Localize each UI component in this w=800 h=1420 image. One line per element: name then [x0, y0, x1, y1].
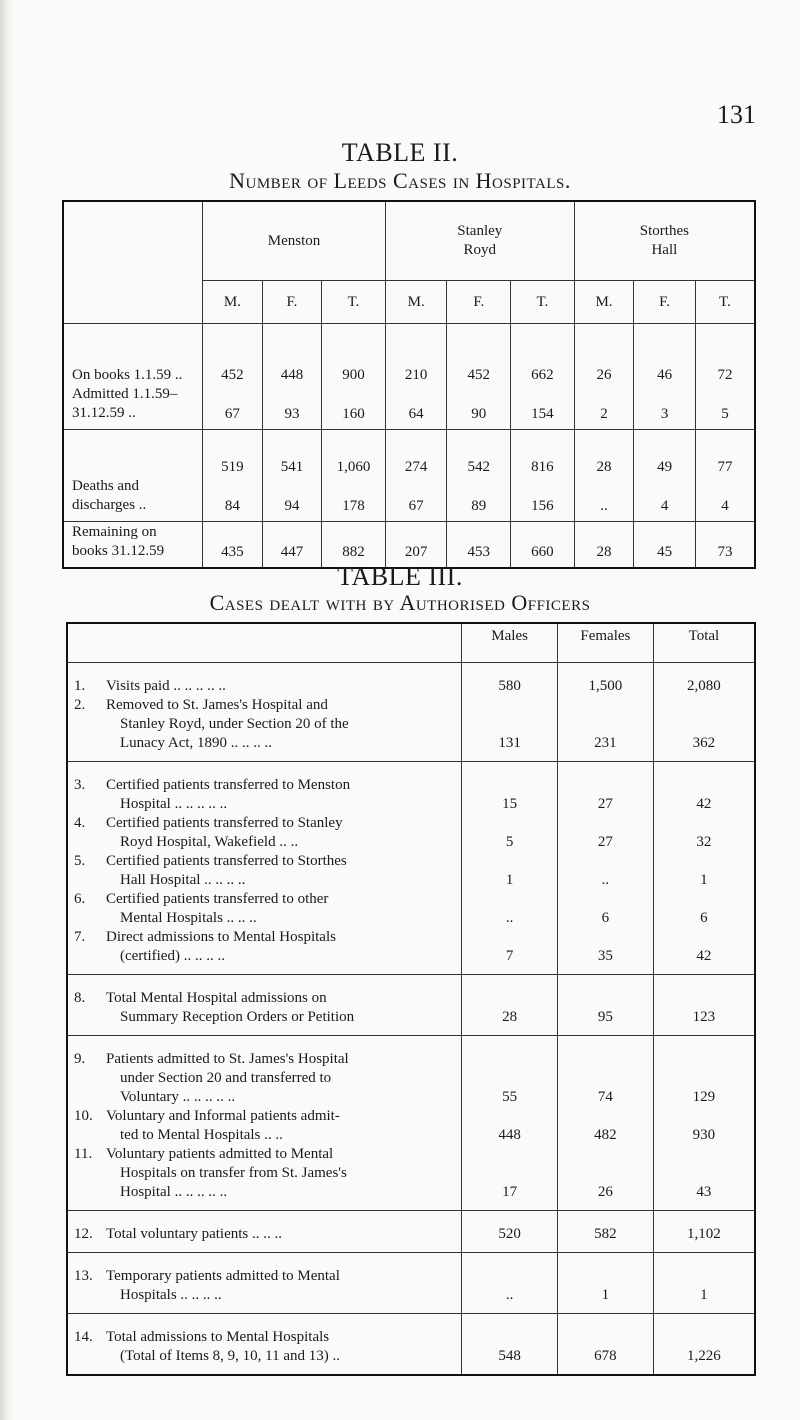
- item-text-line: ted to Mental Hospitals .. ..: [120, 1127, 283, 1143]
- table3-cell: 55: [502, 1089, 518, 1105]
- table2-subcol-header: F.: [262, 281, 322, 324]
- spacer: [462, 1145, 557, 1164]
- table3-cell: 6: [700, 910, 708, 926]
- item-text-line: Hospitals on transfer from St. James's: [120, 1165, 347, 1181]
- spacer: [654, 989, 754, 1008]
- spacer: [462, 776, 557, 795]
- table3-subtitle: Cases dealt with by Authorised Officers: [209, 590, 591, 615]
- item-text: [106, 890, 455, 928]
- item-text: [106, 1267, 455, 1305]
- table2-cell: 519: [203, 430, 263, 482]
- spacer: [654, 715, 754, 734]
- spacer: [654, 852, 754, 871]
- row-label-line: discharges ..: [72, 497, 147, 513]
- item-text: [106, 1050, 455, 1107]
- item-text: [106, 814, 455, 852]
- table-row: [63, 430, 755, 482]
- item-text-line: Total Mental Hospital admissions on: [106, 990, 327, 1006]
- table2-cell: 435: [203, 522, 263, 568]
- table2-cell: 882: [322, 522, 386, 568]
- spacer: [654, 1107, 754, 1126]
- table2-subcol-header: F.: [634, 281, 696, 324]
- table3-cell: 7: [505, 948, 514, 964]
- item-text-line: (Total of Items 8, 9, 10, 11 and 13) ..: [120, 1348, 341, 1364]
- table-row: [67, 975, 755, 1036]
- table-row: [63, 324, 755, 390]
- list-item: [74, 890, 455, 928]
- table3-values-males: [462, 762, 558, 975]
- item-text-line: Temporary patients admitted to Mental: [106, 1268, 340, 1284]
- item-text-line: Certified patients transferred to other: [106, 891, 329, 907]
- spacer: [654, 1267, 754, 1286]
- table2-cell: 541: [262, 430, 322, 482]
- table2-cell: 3: [634, 390, 696, 430]
- spacer: [558, 696, 653, 715]
- table3-cell: 15: [502, 796, 518, 812]
- spacer: [462, 1164, 557, 1183]
- table3-values-females: [558, 1036, 654, 1211]
- table2-cell: 77: [695, 430, 755, 482]
- table2-cell: 94: [262, 482, 322, 522]
- table3-title: TABLE III.: [337, 562, 463, 591]
- table2-cell: 89: [447, 482, 511, 522]
- spacer: [462, 1069, 557, 1088]
- spacer: [558, 776, 653, 795]
- table2-cell: ..: [574, 482, 634, 522]
- table3-cell: 129: [692, 1089, 716, 1105]
- list-item: [74, 928, 455, 966]
- table3-values-total: [653, 1314, 755, 1376]
- spacer: [654, 890, 754, 909]
- table3-values-females: [558, 975, 654, 1036]
- table2-subcol-header: M.: [574, 281, 634, 324]
- item-number: 8.: [74, 990, 86, 1006]
- table3-item-labels: [67, 1253, 462, 1314]
- table3-values-total: [653, 1211, 755, 1253]
- item-text-line: Removed to St. James's Hospital and: [106, 697, 328, 713]
- table3-values-total: [653, 975, 755, 1036]
- table2-header-row: [63, 201, 755, 281]
- item-text-line: Voluntary and Informal patients admit-: [106, 1108, 340, 1124]
- table3-values-females: [558, 762, 654, 975]
- table3-item-labels: [67, 1036, 462, 1211]
- table3-item-labels: [67, 1211, 462, 1253]
- table2-cell: 156: [511, 482, 575, 522]
- spacer: [654, 776, 754, 795]
- table3-cell: 123: [692, 1009, 716, 1025]
- item-number: 11.: [74, 1146, 93, 1162]
- spacer: [462, 928, 557, 947]
- table2-cell: 816: [511, 430, 575, 482]
- table3-cell: 1,226: [687, 1348, 721, 1364]
- spacer: [558, 814, 653, 833]
- table2-cell: 900: [322, 324, 386, 390]
- table2-title: TABLE II.: [341, 138, 459, 167]
- table3-cell: ..: [505, 910, 514, 926]
- row-label-line: 31.12.59 ..: [72, 405, 136, 421]
- table3-cell: 74: [597, 1089, 613, 1105]
- item-text: [106, 928, 455, 966]
- spacer: [558, 1050, 653, 1069]
- table3-cell: 548: [498, 1348, 521, 1364]
- table2-row-label: [63, 522, 203, 568]
- table3-cell: 1: [700, 872, 708, 888]
- table3-cell: 42: [696, 796, 712, 812]
- item-text: [106, 1225, 455, 1244]
- table3-cell: 32: [696, 834, 712, 850]
- table3-cell: 231: [594, 735, 617, 751]
- hospital-name-line: Menston: [267, 232, 321, 249]
- table3-cell: 580: [498, 678, 521, 694]
- item-text: [106, 776, 455, 814]
- hospital-name-line: Hall: [651, 242, 678, 258]
- spacer: [654, 1328, 754, 1347]
- table2-cell: 46: [634, 324, 696, 390]
- table3-cell: 43: [696, 1184, 712, 1200]
- table3-values-females: [558, 1314, 654, 1376]
- item-number: 6.: [74, 891, 86, 907]
- spacer: [462, 814, 557, 833]
- item-number: 7.: [74, 929, 86, 945]
- table2-cell: 5: [695, 390, 755, 430]
- item-number: 12.: [74, 1226, 93, 1242]
- table3-cell: 930: [692, 1127, 716, 1143]
- table3-values-males: [462, 663, 558, 762]
- table3-header-males: Males: [462, 623, 558, 663]
- item-text: [106, 677, 455, 696]
- item-text-line: Total admissions to Mental Hospitals: [106, 1329, 330, 1345]
- table3-cell: 35: [597, 948, 613, 964]
- table2: [62, 200, 756, 569]
- table2-hospital-header: [385, 201, 574, 281]
- table3: [66, 622, 756, 1376]
- table3-cell: 42: [696, 948, 712, 964]
- table3-cell: 448: [498, 1127, 521, 1143]
- row-label-line: Admitted 1.1.59–: [72, 386, 178, 402]
- table2-cell: 4: [695, 482, 755, 522]
- item-text-line: Patients admitted to St. James's Hospital: [106, 1051, 349, 1067]
- table3-cell: 582: [594, 1226, 617, 1242]
- item-number: 14.: [74, 1329, 93, 1345]
- table2-cell: 84: [203, 482, 263, 522]
- table2-subcol-header: F.: [447, 281, 511, 324]
- table3-values-females: [558, 663, 654, 762]
- row-label-line: Deaths and: [72, 478, 140, 494]
- item-text: [106, 1328, 455, 1366]
- list-item: [74, 1050, 455, 1107]
- spacer: [462, 1050, 557, 1069]
- table2-cell: 90: [447, 390, 511, 430]
- table2-cell: 49: [634, 430, 696, 482]
- table2-subcol-header: M.: [385, 281, 447, 324]
- item-number: 5.: [74, 853, 86, 869]
- item-text-line: Summary Reception Orders or Petition: [120, 1009, 355, 1025]
- spacer: [558, 890, 653, 909]
- table3-values-males: [462, 975, 558, 1036]
- spacer: [654, 1164, 754, 1183]
- table2-cell: 542: [447, 430, 511, 482]
- list-item: [74, 1267, 455, 1305]
- table2-cell: 93: [262, 390, 322, 430]
- spacer: [558, 1164, 653, 1183]
- hospital-name-line: Storthes: [639, 223, 689, 239]
- table3-cell: 95: [597, 1009, 613, 1025]
- spacer: [558, 715, 653, 734]
- table2-cell: 160: [322, 390, 386, 430]
- table3-cell: 1,500: [588, 678, 623, 694]
- item-text-line: Voluntary .. .. .. .. ..: [120, 1089, 236, 1105]
- spacer: [462, 1328, 557, 1347]
- item-text: [106, 1145, 455, 1202]
- table3-cell: 362: [692, 735, 716, 751]
- table2-cell: 452: [447, 324, 511, 390]
- table3-item-labels: [67, 762, 462, 975]
- table-row: [67, 762, 755, 975]
- list-item: [74, 814, 455, 852]
- table2-corner: [63, 201, 203, 324]
- table-row: [67, 1036, 755, 1211]
- item-text-line: Certified patients transferred to Menston: [106, 777, 351, 793]
- item-number: 9.: [74, 1051, 86, 1067]
- list-item: [74, 1145, 455, 1202]
- table3-cell: ..: [505, 1287, 514, 1303]
- table3-cell: 5: [505, 834, 514, 850]
- list-item: [74, 1225, 455, 1244]
- list-item: [74, 1328, 455, 1366]
- table3-values-females: [558, 1253, 654, 1314]
- table3-item-labels: [67, 1314, 462, 1376]
- list-item: [74, 852, 455, 890]
- spacer: [462, 696, 557, 715]
- list-item: [74, 776, 455, 814]
- table2-cell: 67: [385, 482, 447, 522]
- table3-values-total: [653, 1036, 755, 1211]
- table2-cell: 73: [695, 522, 755, 568]
- spacer: [558, 852, 653, 871]
- table3-values-males: [462, 1253, 558, 1314]
- item-text: [106, 852, 455, 890]
- hospital-name-line: Royd: [463, 242, 497, 258]
- table2-cell: 447: [262, 522, 322, 568]
- table2-subcol-header: T.: [511, 281, 575, 324]
- item-number: 13.: [74, 1268, 93, 1284]
- table2-cell: 207: [385, 522, 447, 568]
- table2-cell: 1,060: [322, 430, 386, 482]
- table3-cell: 1: [700, 1287, 708, 1303]
- table3-values-males: [462, 1314, 558, 1376]
- table2-cell: 45: [634, 522, 696, 568]
- spacer: [654, 1069, 754, 1088]
- table2-cell: 210: [385, 324, 447, 390]
- table3-cell: ..: [601, 872, 610, 888]
- row-label-line: On books 1.1.59 ..: [72, 367, 183, 383]
- item-text-line: (certified) .. .. .. ..: [120, 948, 225, 964]
- table3-values-males: [462, 1211, 558, 1253]
- table2-cell: 660: [511, 522, 575, 568]
- table2-subcol-header: T.: [322, 281, 386, 324]
- spacer: [654, 1145, 754, 1164]
- row-label-line: Remaining on: [72, 523, 157, 540]
- item-number: 4.: [74, 815, 86, 831]
- table2-subcol-header: T.: [695, 281, 755, 324]
- item-text-line: Visits paid .. .. .. .. ..: [106, 678, 226, 694]
- spacer: [654, 928, 754, 947]
- row-label-line: books 31.12.59: [72, 542, 165, 559]
- table3-values-total: [653, 663, 755, 762]
- table3-cell: 17: [502, 1184, 518, 1200]
- table3-cell: 28: [502, 1009, 518, 1025]
- spacer: [558, 1107, 653, 1126]
- item-text-line: Hospital .. .. .. .. ..: [120, 796, 228, 812]
- item-text: [106, 989, 455, 1027]
- list-item: [74, 696, 455, 753]
- item-text-line: under Section 20 and transferred to: [120, 1070, 332, 1086]
- list-item: [74, 989, 455, 1027]
- table2-hospital-header: [574, 201, 755, 281]
- item-text-line: Mental Hospitals .. .. ..: [120, 910, 257, 926]
- table2-cell: 2: [574, 390, 634, 430]
- spacer: [654, 696, 754, 715]
- table3-cell: 27: [597, 834, 613, 850]
- item-text-line: Voluntary patients admitted to Mental: [106, 1146, 334, 1162]
- table-row: [67, 1253, 755, 1314]
- table2-cell: 452: [203, 324, 263, 390]
- list-item: [74, 677, 455, 696]
- table2-row-label: [63, 324, 203, 430]
- table3-item-labels: [67, 975, 462, 1036]
- table3-values-total: [653, 762, 755, 975]
- table3-cell: 1: [505, 872, 514, 888]
- table3-item-labels: [67, 663, 462, 762]
- table3-cell: 6: [601, 910, 610, 926]
- table2-row-label: [63, 430, 203, 522]
- table2-cell: 448: [262, 324, 322, 390]
- table2-cell: 64: [385, 390, 447, 430]
- table3-cell: 131: [498, 735, 521, 751]
- table-row: [67, 663, 755, 762]
- item-number: 10.: [74, 1108, 93, 1124]
- item-number: 1.: [74, 678, 86, 694]
- item-text-line: Stanley Royd, under Section 20 of the: [120, 716, 349, 732]
- table2-cell: 154: [511, 390, 575, 430]
- item-text-line: Hall Hospital .. .. .. ..: [120, 872, 246, 888]
- table-row: [67, 1211, 755, 1253]
- item-text-line: Certified patients transferred to Stanley: [106, 815, 343, 831]
- list-item: [74, 1107, 455, 1145]
- table2-cell: 178: [322, 482, 386, 522]
- table3-cell: 482: [594, 1127, 617, 1143]
- table2-cell: 67: [203, 390, 263, 430]
- item-number: 2.: [74, 697, 86, 713]
- item-text-line: Hospital .. .. .. .. ..: [120, 1184, 228, 1200]
- table3-header-total: Total: [653, 623, 755, 663]
- table3-cell: 1,102: [687, 1226, 721, 1242]
- item-text: [106, 1107, 455, 1145]
- spacer: [558, 1069, 653, 1088]
- spacer: [654, 814, 754, 833]
- spacer: [558, 1328, 653, 1347]
- item-number: 3.: [74, 777, 86, 793]
- table2-cell: 662: [511, 324, 575, 390]
- table3-header-blank: [67, 623, 462, 663]
- spacer: [462, 852, 557, 871]
- item-text-line: Royd Hospital, Wakefield .. ..: [120, 834, 299, 850]
- table2-cell: 453: [447, 522, 511, 568]
- hospital-name-line: Stanley: [457, 223, 503, 239]
- table2-cell: 72: [695, 324, 755, 390]
- table2-cell: 26: [574, 324, 634, 390]
- spacer: [462, 1107, 557, 1126]
- item-text-line: Lunacy Act, 1890 .. .. .. ..: [120, 735, 273, 751]
- table-row: [67, 1314, 755, 1376]
- spacer: [462, 1267, 557, 1286]
- spacer: [462, 989, 557, 1008]
- spacer: [654, 1050, 754, 1069]
- spacer: [558, 989, 653, 1008]
- table2-cell: 274: [385, 430, 447, 482]
- table3-header-females: Females: [558, 623, 654, 663]
- page-binding-shadow: [0, 0, 14, 1420]
- item-text-line: Certified patients transferred to Storthes: [106, 853, 347, 869]
- table2-subcol-header: M.: [203, 281, 263, 324]
- table3-cell: 678: [594, 1348, 617, 1364]
- table3-values-females: [558, 1211, 654, 1253]
- table3-cell: 2,080: [687, 678, 721, 694]
- table2-cell: 28: [574, 430, 634, 482]
- table3-cell: 1: [601, 1287, 610, 1303]
- spacer: [462, 890, 557, 909]
- table3-cell: 27: [597, 796, 613, 812]
- table3-values-total: [653, 1253, 755, 1314]
- item-text-line: Direct admissions to Mental Hospitals: [106, 929, 336, 945]
- spacer: [558, 928, 653, 947]
- spacer: [462, 715, 557, 734]
- item-text-line: Hospitals .. .. .. ..: [120, 1287, 222, 1303]
- page-number: 131: [717, 100, 756, 129]
- spacer: [558, 1145, 653, 1164]
- item-text: [106, 696, 455, 753]
- table2-cell: 28: [574, 522, 634, 568]
- table3-values-males: [462, 1036, 558, 1211]
- table3-cell: 26: [597, 1184, 613, 1200]
- spacer: [558, 1267, 653, 1286]
- table2-hospital-header: [203, 201, 386, 281]
- item-text-line: Total voluntary patients .. .. ..: [106, 1226, 283, 1242]
- table3-cell: 520: [498, 1226, 521, 1242]
- table2-subtitle: Number of Leeds Cases in Hospitals.: [229, 168, 571, 193]
- table-row: [63, 522, 755, 568]
- table2-cell: 4: [634, 482, 696, 522]
